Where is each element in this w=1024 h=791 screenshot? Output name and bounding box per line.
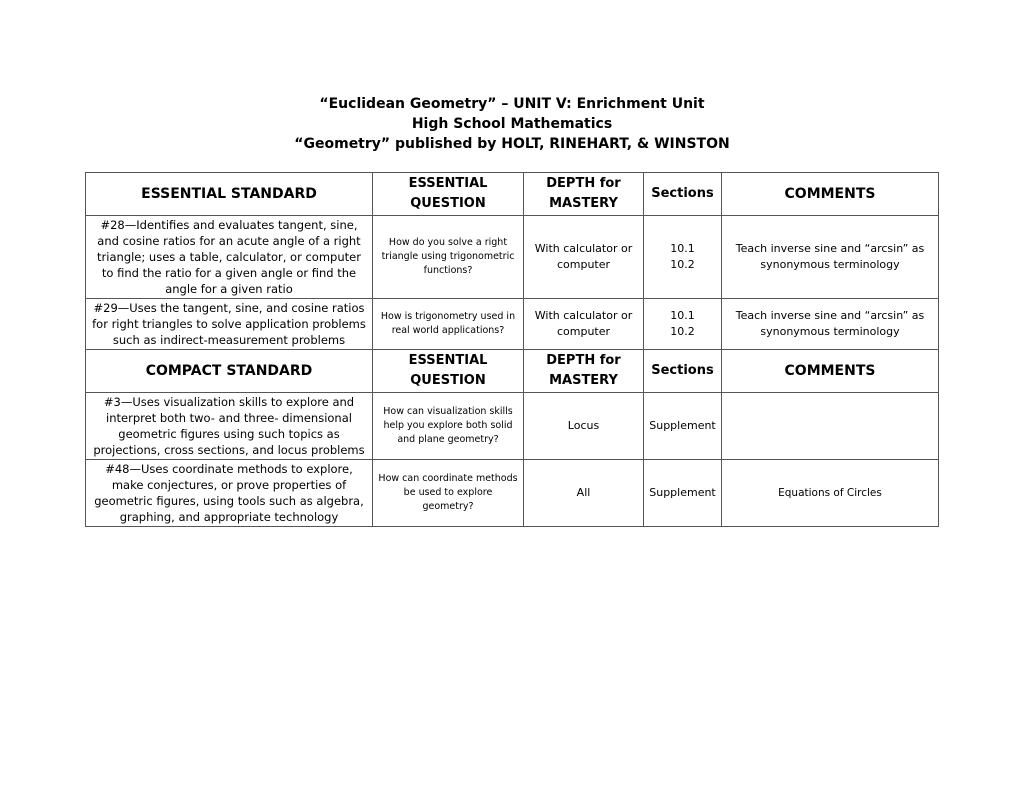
standards-table	[85, 172, 939, 527]
standard-cell: #28—Identifies and evaluates tangent, sine, and cosine ratios for an acute angle of a right triangle; uses a table, calculator, or computer to find the ratio for a given angle or find the angle for a given ratio	[86, 216, 373, 299]
depth-cell: With calculator or computer	[524, 216, 644, 299]
depth-cell: With calculator or computer	[524, 299, 644, 350]
essential-header-row	[86, 173, 939, 216]
table-row	[86, 299, 939, 350]
title-line-1: “Euclidean Geometry” – UNIT V: Enrichment Unit	[319, 96, 705, 112]
depth-header: DEPTH for MASTERY	[524, 350, 644, 393]
document-title	[0, 94, 1024, 154]
question-cell: How can coordinate methods be used to explore geometry?	[373, 460, 524, 527]
sections-cell: 10.1 10.2	[644, 216, 722, 299]
question-cell: How is trigonometry used in real world applications?	[373, 299, 524, 350]
sections-cell: 10.1 10.2	[644, 299, 722, 350]
standard-cell: #29—Uses the tangent, sine, and cosine ratios for right triangles to solve application problems such as indirect-measurement problems	[86, 299, 373, 350]
comments-cell: Equations of Circles	[722, 460, 939, 527]
depth-header: DEPTH for MASTERY	[524, 173, 644, 216]
table-row	[86, 460, 939, 527]
question-cell: How can visualization skills help you explore both solid and plane geometry?	[373, 393, 524, 460]
standard-cell: #48—Uses coordinate methods to explore, make conjectures, or prove properties of geometric figures, using tools such as algebra, graphing, and appropriate technology	[86, 460, 373, 527]
comments-header: COMMENTS	[722, 173, 939, 216]
essential-question-header: ESSENTIAL QUESTION	[373, 173, 524, 216]
depth-cell: All	[524, 460, 644, 527]
table-row	[86, 393, 939, 460]
title-line-3: “Geometry” published by HOLT, RINEHART, & WINSTON	[294, 136, 730, 152]
sections-header: Sections	[644, 350, 722, 393]
compact-standard-header: COMPACT STANDARD	[86, 350, 373, 393]
sections-header: Sections	[644, 173, 722, 216]
sections-cell: Supplement	[644, 460, 722, 527]
essential-standard-header: ESSENTIAL STANDARD	[86, 173, 373, 216]
title-line-2: High School Mathematics	[411, 116, 613, 132]
essential-question-header: ESSENTIAL QUESTION	[373, 350, 524, 393]
depth-cell: Locus	[524, 393, 644, 460]
comments-cell: Teach inverse sine and “arcsin” as synonymous terminology	[722, 216, 939, 299]
sections-cell: Supplement	[644, 393, 722, 460]
compact-header-row	[86, 350, 939, 393]
comments-cell: Teach inverse sine and “arcsin” as synonymous terminology	[722, 299, 939, 350]
comments-cell	[722, 393, 939, 460]
question-cell: How do you solve a right triangle using trigonometric functions?	[373, 216, 524, 299]
comments-header: COMMENTS	[722, 350, 939, 393]
table-row	[86, 216, 939, 299]
standard-cell: #3—Uses visualization skills to explore and interpret both two- and three- dimensional geometric figures using such topics as projections, cross sections, and locus problems	[86, 393, 373, 460]
